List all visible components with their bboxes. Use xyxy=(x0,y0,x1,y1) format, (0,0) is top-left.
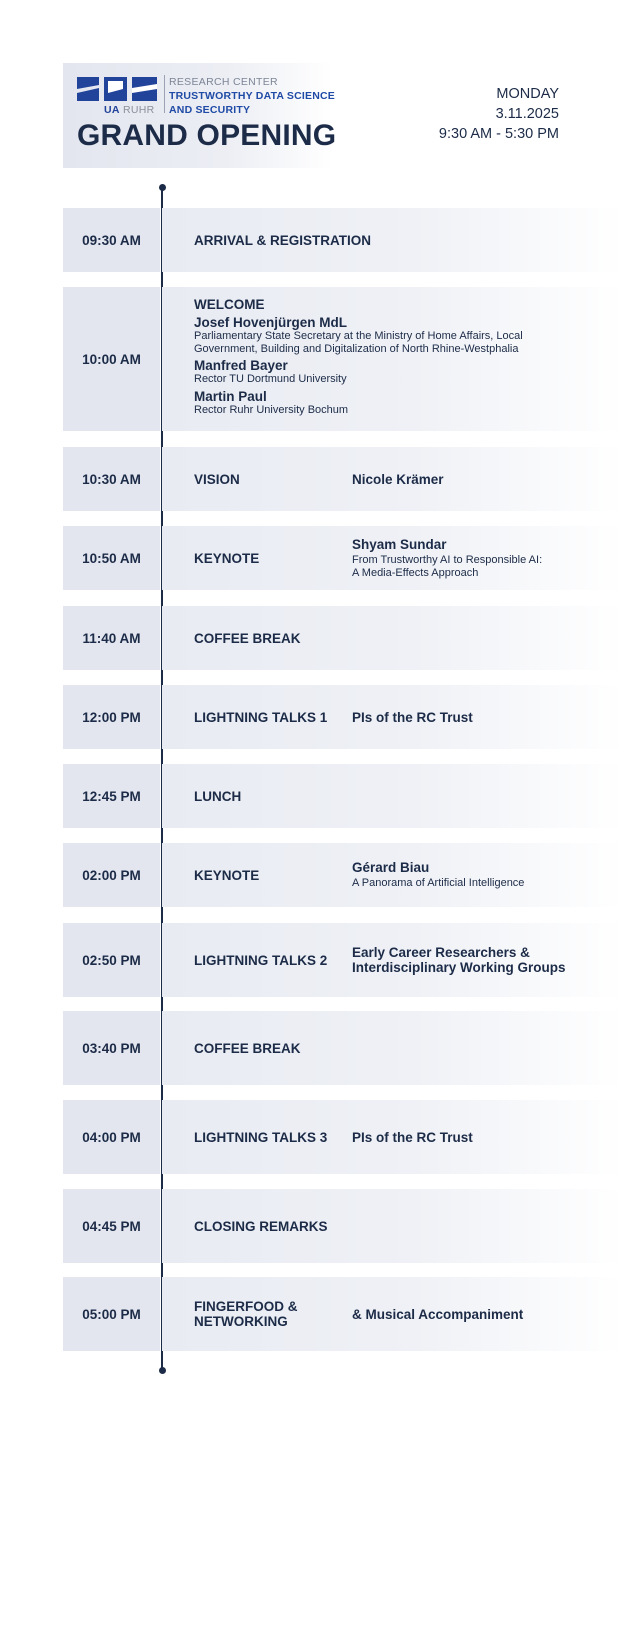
logo-divider xyxy=(164,75,165,113)
schedule-row xyxy=(63,923,623,997)
schedule-label xyxy=(194,1277,298,1351)
schedule-label: LIGHTNING TALKS 1 xyxy=(194,709,328,725)
speaker-name: PIs of the RC Trust xyxy=(352,709,473,725)
schedule-label-line: NETWORKING xyxy=(194,1314,288,1329)
schedule-extra: & Musical Accompaniment xyxy=(352,1306,524,1322)
schedule-label: LIGHTNING TALKS 2 xyxy=(194,952,328,968)
schedule-content xyxy=(162,1100,623,1174)
schedule-row xyxy=(63,208,623,272)
schedule-row xyxy=(63,1100,623,1174)
schedule-content xyxy=(162,843,623,907)
schedule-time: 02:50 PM xyxy=(63,923,160,997)
speaker-role: Parliamentary State Secretary at the Ministry of Home Affairs, Local xyxy=(194,330,523,342)
schedule-detail xyxy=(352,843,603,907)
schedule-label: LIGHTNING TALKS 3 xyxy=(194,1129,328,1145)
schedule-time: 10:30 AM xyxy=(63,447,160,511)
logo-ua-ruhr-text xyxy=(104,104,155,116)
schedule-time: 10:50 AM xyxy=(63,526,160,590)
schedule-time: 05:00 PM xyxy=(63,1277,160,1351)
talk-title: A Panorama of Artificial Intelligence xyxy=(352,877,525,889)
speaker-name: Josef Hovenjürgen MdL xyxy=(194,315,348,330)
speaker-role: Rector TU Dortmund University xyxy=(194,373,347,385)
schedule-time: 10:00 AM xyxy=(63,287,160,431)
research-center-name-line1: TRUSTWORTHY DATA SCIENCE xyxy=(169,90,335,102)
talk-title: A Media-Effects Approach xyxy=(352,566,479,579)
ua-ruhr-logo xyxy=(77,77,157,117)
schedule-row xyxy=(63,606,623,670)
header xyxy=(63,63,337,168)
schedule-detail xyxy=(352,1277,603,1351)
schedule-label: COFFEE BREAK xyxy=(194,1040,301,1056)
talk-title: From Trustworthy AI to Responsible AI: xyxy=(352,553,543,566)
schedule-content xyxy=(162,764,623,828)
speaker-group: Interdisciplinary Working Groups xyxy=(352,960,566,975)
schedule-row xyxy=(63,1011,623,1085)
timeline-start-dot xyxy=(159,184,166,191)
event-date-block xyxy=(439,84,559,144)
logo-ua: UA xyxy=(104,104,120,116)
schedule-label: KEYNOTE xyxy=(194,867,260,883)
schedule-detail xyxy=(352,685,603,749)
schedule-label: COFFEE BREAK xyxy=(194,630,301,646)
research-center-name-line2: AND SECURITY xyxy=(169,104,251,116)
speaker-name: Martin Paul xyxy=(194,388,267,404)
schedule-time: 12:00 PM xyxy=(63,685,160,749)
schedule-time: 04:00 PM xyxy=(63,1100,160,1174)
schedule-row xyxy=(63,843,623,907)
schedule-label: LUNCH xyxy=(194,788,242,804)
schedule-row xyxy=(63,447,623,511)
schedule-detail xyxy=(352,1100,603,1174)
page-title: GRAND OPENING xyxy=(77,119,337,152)
schedule-label: ARRIVAL & REGISTRATION xyxy=(194,232,372,248)
schedule-time: 03:40 PM xyxy=(63,1011,160,1085)
speaker-role: Rector Ruhr University Bochum xyxy=(194,403,349,416)
event-day: MONDAY xyxy=(496,86,559,102)
schedule-row xyxy=(63,526,623,590)
timeline-end-dot xyxy=(159,1367,166,1374)
schedule-content xyxy=(162,447,623,511)
schedule-label: WELCOME xyxy=(194,297,265,312)
schedule-content xyxy=(162,1277,623,1351)
schedule-row xyxy=(63,1277,623,1351)
schedule-time: 11:40 AM xyxy=(63,606,160,670)
schedule-label: KEYNOTE xyxy=(194,550,260,566)
schedule-content xyxy=(162,526,623,590)
event-date: 3.11.2025 xyxy=(495,106,559,122)
speaker-name: Gérard Biau xyxy=(352,860,430,875)
speaker-name: PIs of the RC Trust xyxy=(352,1129,473,1145)
schedule-time: 04:45 PM xyxy=(63,1189,160,1263)
schedule-content xyxy=(162,208,623,272)
schedule-content xyxy=(162,685,623,749)
schedule-time: 02:00 PM xyxy=(63,843,160,907)
schedule-label: CLOSING REMARKS xyxy=(194,1218,328,1234)
speaker-role: Government, Building and Digitalization of North Rhine-Westphalia xyxy=(194,342,519,355)
schedule-row xyxy=(63,1189,623,1263)
speaker-group: Early Career Researchers & xyxy=(352,945,530,960)
schedule-content xyxy=(162,287,623,431)
schedule-detail xyxy=(352,447,603,511)
schedule-row xyxy=(63,764,623,828)
event-hours: 9:30 AM - 5:30 PM xyxy=(438,126,559,142)
schedule-row xyxy=(63,287,623,431)
schedule-content xyxy=(162,923,623,997)
speaker-name: Manfred Bayer xyxy=(194,358,288,373)
welcome-block xyxy=(194,296,603,416)
schedule-content xyxy=(162,606,623,670)
research-center-label: RESEARCH CENTER xyxy=(169,76,278,88)
speaker-name: Nicole Krämer xyxy=(352,471,444,487)
schedule-label-line: FINGERFOOD & xyxy=(194,1299,298,1314)
schedule-label: VISION xyxy=(194,471,240,487)
schedule-detail xyxy=(352,923,603,997)
logo-ruhr: RUHR xyxy=(122,104,155,116)
schedule-detail xyxy=(352,526,603,590)
schedule-time: 12:45 PM xyxy=(63,764,160,828)
ua-ruhr-logo-icon xyxy=(77,77,157,101)
schedule-content xyxy=(162,1189,623,1263)
schedule-content xyxy=(162,1011,623,1085)
schedule-time: 09:30 AM xyxy=(63,208,160,272)
speaker-name: Shyam Sundar xyxy=(352,536,447,552)
schedule-row xyxy=(63,685,623,749)
